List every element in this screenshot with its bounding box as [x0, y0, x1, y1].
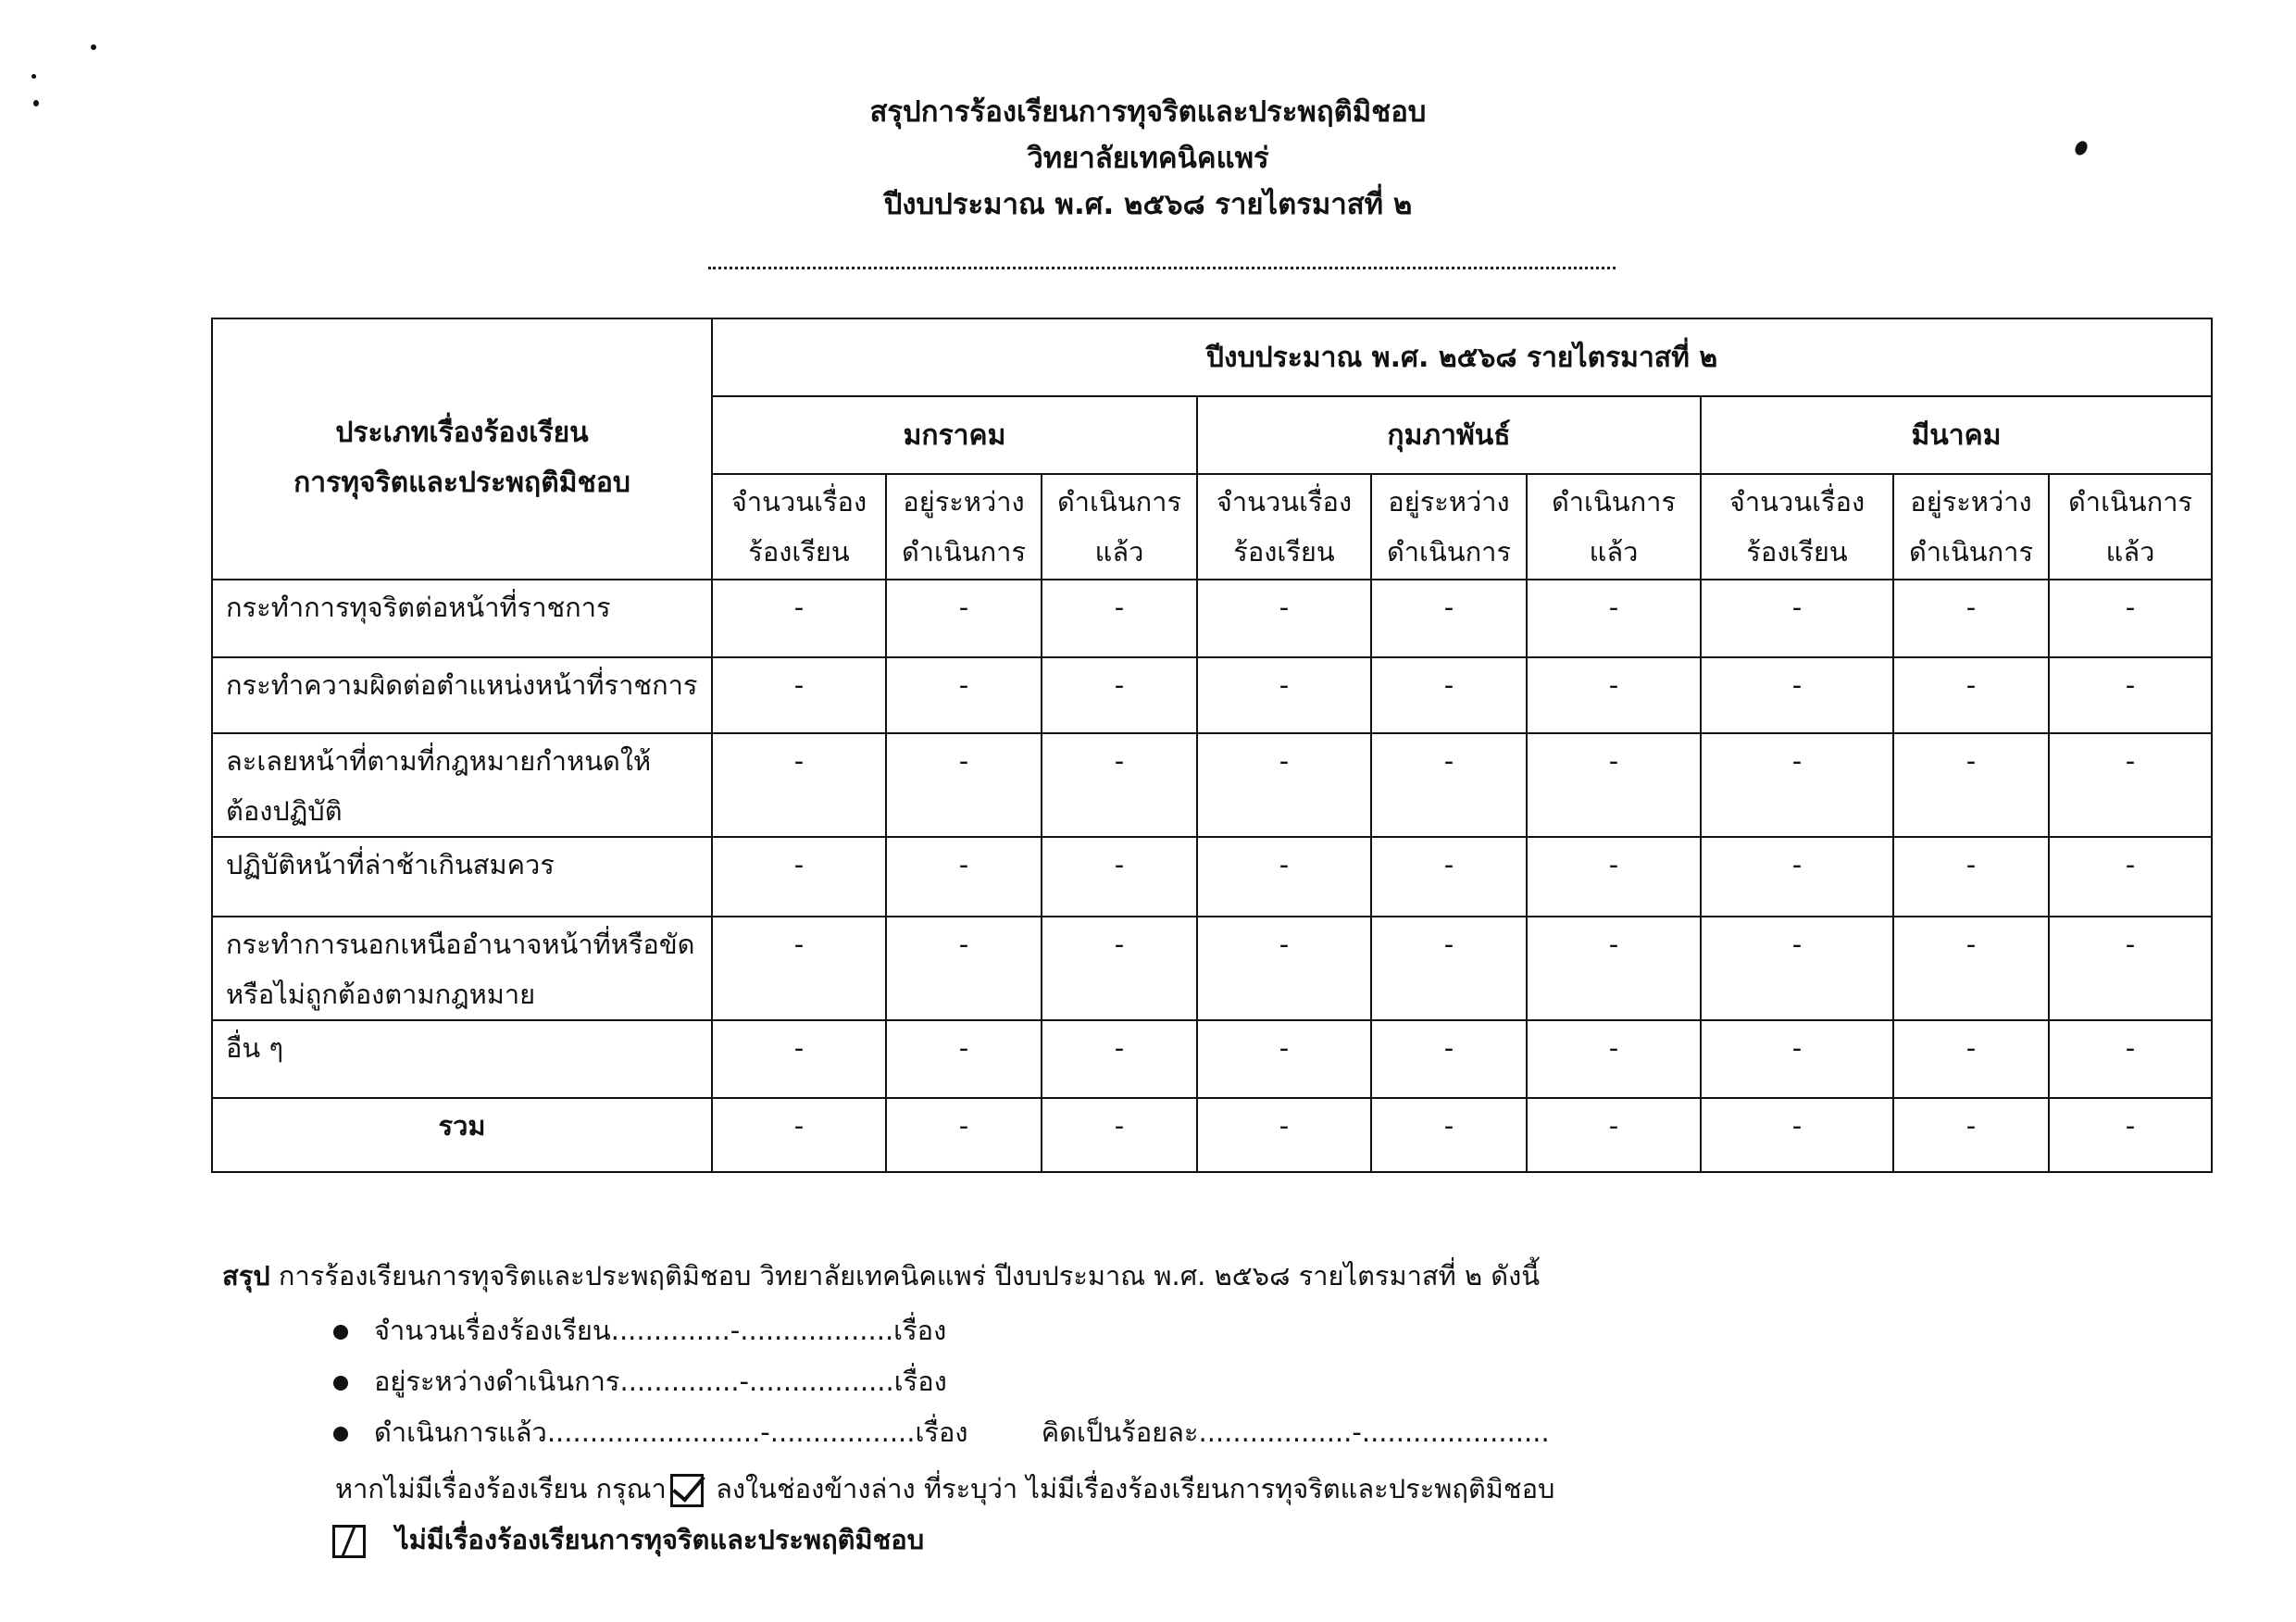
complaint-type-label: กระทำการนอกเหนืออำนาจหน้าที่หรือขัด หรือไม่ถูกต้องตามกฎหมาย [212, 917, 712, 1020]
table-cell: - [1197, 1020, 1371, 1098]
total-cell: - [1042, 1098, 1197, 1172]
bullet-icon [333, 1325, 348, 1340]
summary-lead: สรุป [222, 1260, 270, 1291]
document-title: สรุปการร้องเรียนการทุจริตและประพฤติมิชอบ [869, 95, 1427, 129]
table-cell: - [1371, 837, 1527, 917]
column-header: ดำเนินการ แล้ว [1042, 474, 1197, 580]
column-header: จำนวนเรื่อง ร้องเรียน [712, 474, 886, 580]
month-header: มกราคม [712, 396, 1197, 474]
month-header: มีนาคม [1701, 396, 2212, 474]
table-row [212, 657, 2212, 733]
table-cell: - [1701, 733, 1893, 837]
table-cell: - [1701, 657, 1893, 733]
table-row [212, 580, 2212, 657]
table-cell: - [1893, 1020, 2049, 1098]
table-cell: - [1371, 1020, 1527, 1098]
table-cell: - [1527, 580, 1701, 657]
bullet-icon [333, 1376, 348, 1391]
total-label: รวม [212, 1098, 712, 1172]
complaint-type-label: อื่น ๆ [212, 1020, 712, 1098]
table-cell: - [1197, 733, 1371, 837]
table-cell: - [1701, 917, 1893, 1020]
table-cell: - [1042, 917, 1197, 1020]
table-cell: - [1042, 657, 1197, 733]
table-cell: - [1197, 580, 1371, 657]
dotted-separator [708, 267, 1616, 269]
table-cell: - [712, 657, 886, 733]
table-cell: - [1527, 837, 1701, 917]
table-cell: - [886, 580, 1042, 657]
table-body [212, 318, 2212, 1172]
total-cell: - [1527, 1098, 1701, 1172]
total-cell: - [1893, 1098, 2049, 1172]
table-cell: - [712, 1020, 886, 1098]
table-row [212, 837, 2212, 917]
instruction-note: หากไม่มีเรื่องร้องเรียน กรุณา ลงในช่องข้างล่าง ที่ระบุว่า ไม่มีเรื่องร้องเรียนการทุจริตและประพฤติมิชอบ [335, 1467, 1554, 1510]
table-cell: - [2049, 917, 2212, 1020]
summary-text: การร้องเรียนการทุจริตและประพฤติมิชอบ วิทยาลัยเทคนิคแพร่ ปีงบประมาณ พ.ศ. ๒๕๖๘ รายไตรมาสที่ ๒ ดังนี้ [278, 1260, 1541, 1291]
total-cell: - [712, 1098, 886, 1172]
complaint-type-label: กระทำการทุจริตต่อหน้าที่ราชการ [212, 580, 712, 657]
table-cell: - [2049, 657, 2212, 733]
table-cell: - [712, 733, 886, 837]
period-header: ปีงบประมาณ พ.ศ. ๒๕๖๘ รายไตรมาสที่ ๒ [712, 318, 2212, 396]
complaint-table [211, 318, 2213, 1173]
table-cell: - [1042, 580, 1197, 657]
total-cell: - [1701, 1098, 1893, 1172]
complaint-type-label: ละเลยหน้าที่ตามที่กฎหมายกำหนดให้ ต้องปฏิบัติ [212, 733, 712, 837]
list-item: อยู่ระหว่างดำเนินการ..............-.................เรื่อง [333, 1356, 1550, 1407]
table-cell: - [1527, 1020, 1701, 1098]
complaint-type-label: ปฏิบัติหน้าที่ล่าช้าเกินสมควร [212, 837, 712, 917]
total-cell: - [1197, 1098, 1371, 1172]
table-cell: - [1371, 733, 1527, 837]
no-complaint-label: ไม่มีเรื่องร้องเรียนการทุจริตและประพฤติมิชอบ [395, 1524, 925, 1555]
fiscal-period: ปีงบประมาณ พ.ศ. ๒๕๖๘ รายไตรมาสที่ ๒ [883, 188, 1413, 221]
no-complaint-option [329, 1518, 924, 1561]
summary-list [333, 1305, 1550, 1458]
table-cell: - [2049, 580, 2212, 657]
table-cell: - [712, 917, 886, 1020]
column-header: จำนวนเรื่อง ร้องเรียน [1197, 474, 1371, 580]
checkmark-example-icon [670, 1474, 704, 1507]
table-cell: - [1197, 917, 1371, 1020]
table-cell: - [1527, 733, 1701, 837]
list-item: ดำเนินการแล้ว.........................-.................เรื่อง คิดเป็นร้อยละ..................-...................... [333, 1407, 1550, 1458]
table-row [212, 1020, 2212, 1098]
table-cell: - [1893, 733, 2049, 837]
table-cell: - [886, 917, 1042, 1020]
total-cell: - [2049, 1098, 2212, 1172]
complaint-type-header: ประเภทเรื่องร้องเรียน การทุจริตและประพฤติมิชอบ [212, 318, 712, 580]
total-cell: - [1371, 1098, 1527, 1172]
column-header: อยู่ระหว่าง ดำเนินการ [1893, 474, 2049, 580]
table-cell: - [1893, 580, 2049, 657]
percentage-text: คิดเป็นร้อยละ..................-...................... [1041, 1416, 1550, 1448]
column-header: ดำเนินการ แล้ว [2049, 474, 2212, 580]
table-cell: - [1042, 1020, 1197, 1098]
no-complaint-checkbox[interactable] [332, 1525, 366, 1558]
column-header: อยู่ระหว่าง ดำเนินการ [1371, 474, 1527, 580]
table-cell: - [1371, 580, 1527, 657]
total-cell: - [886, 1098, 1042, 1172]
table-cell: - [1042, 733, 1197, 837]
scan-speck [91, 44, 96, 50]
table-cell: - [1527, 917, 1701, 1020]
organization-name: วิทยาลัยเทคนิคแพร่ [1027, 142, 1269, 175]
table-cell: - [1893, 917, 2049, 1020]
summary-line [222, 1254, 1540, 1297]
table-cell: - [1042, 837, 1197, 917]
column-header: จำนวนเรื่อง ร้องเรียน [1701, 474, 1893, 580]
table-cell: - [1893, 657, 2049, 733]
table-cell: - [886, 657, 1042, 733]
bullet-icon [333, 1427, 348, 1441]
column-header: อยู่ระหว่าง ดำเนินการ [886, 474, 1042, 580]
column-header: ดำเนินการ แล้ว [1527, 474, 1701, 580]
table-header-row [212, 318, 2212, 396]
total-row [212, 1098, 2212, 1172]
table-cell: - [886, 837, 1042, 917]
table-cell: - [1701, 837, 1893, 917]
table-cell: - [1701, 1020, 1893, 1098]
month-header: กุมภาพันธ์ [1197, 396, 1701, 474]
list-item: จำนวนเรื่องร้องเรียน..............-..................เรื่อง [333, 1305, 1550, 1356]
table-cell: - [1371, 657, 1527, 733]
table-cell: - [712, 580, 886, 657]
table-cell: - [1893, 837, 2049, 917]
scan-speck [31, 74, 36, 79]
table-cell: - [1701, 580, 1893, 657]
table-row [212, 733, 2212, 837]
table-cell: - [1197, 837, 1371, 917]
table-row [212, 917, 2212, 1020]
complaint-type-label: กระทำความผิดต่อตำแหน่งหน้าที่ราชการ [212, 657, 712, 733]
table-cell: - [886, 733, 1042, 837]
table-cell: - [886, 1020, 1042, 1098]
table-cell: - [712, 837, 886, 917]
document-header [0, 89, 2296, 228]
table-cell: - [1527, 657, 1701, 733]
table-cell: - [2049, 1020, 2212, 1098]
table-cell: - [1371, 917, 1527, 1020]
table-cell: - [2049, 837, 2212, 917]
table-cell: - [1197, 657, 1371, 733]
table-cell: - [2049, 733, 2212, 837]
